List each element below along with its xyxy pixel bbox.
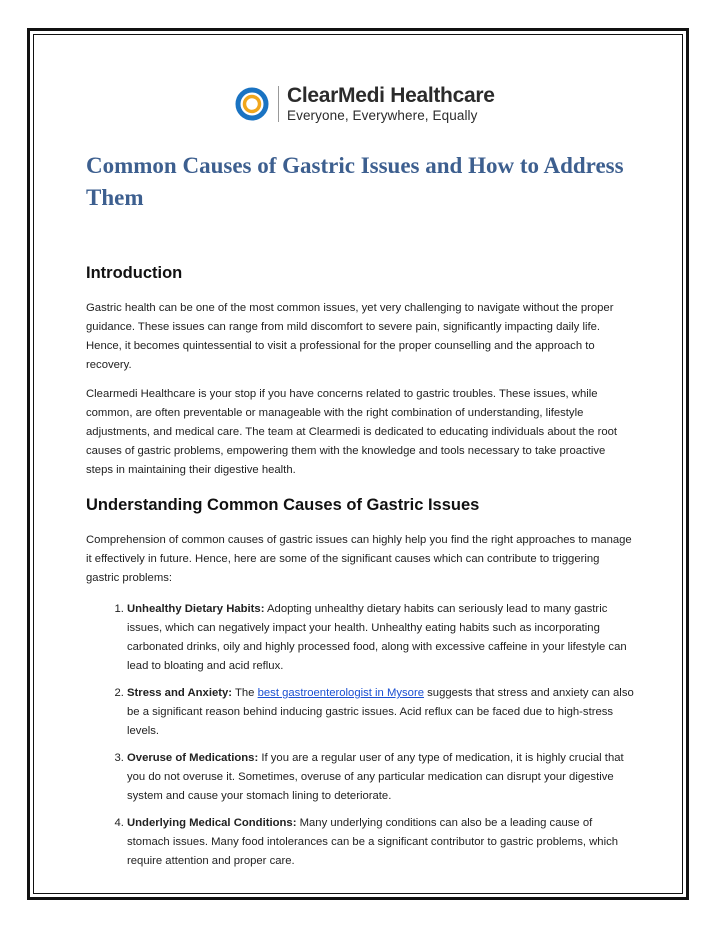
list-item-title: Stress and Anxiety:: [127, 687, 233, 699]
intro-paragraph-2: Clearmedi Healthcare is your stop if you have concerns related to gastric troubles. These issues, while common, are often preventable or manageable with the right combination of understanding, lifestyle adjustments, and medical care. The team at Clearmedi is dedicated to educating individuals about the root causes of gastric problems, empowering them with the knowledge and tools necessary to take proactive steps in maintaining their digestive health.: [86, 388, 618, 476]
list-item-text: Adopting unhealthy dietary habits can seriously lead to many gastric issues, which can negatively impact your health. Unhealthy eating habits such as incorporating carbonated drinks, oily and highly processed food, along with excessive caffeine in your lifestyle can lead to bloating and acid reflux.: [127, 603, 627, 672]
list-item-title: Unhealthy Dietary Habits:: [127, 603, 265, 615]
list-item-title: Overuse of Medications:: [127, 752, 259, 764]
list-item: [127, 600, 634, 676]
document-title: Common Causes of Gastric Issues and How to Address Them: [86, 153, 624, 210]
list-item-text-before: The: [232, 687, 258, 699]
logo-ring-icon: [235, 87, 269, 121]
list-item: [127, 814, 634, 871]
document-body: [86, 150, 634, 871]
intro-paragraph-1: Gastric health can be one of the most common issues, yet very challenging to navigate without the proper guidance. These issues can range from mild discomfort to severe pain, significantly impacting daily life. Hence, it becomes quintessential to visit a professional for the proper counselling and the approach to recovery.: [86, 302, 614, 371]
section-heading: Understanding Common Causes of Gastric Issues: [86, 496, 480, 514]
list-item: [127, 684, 634, 741]
list-item-title: Underlying Medical Conditions:: [127, 817, 297, 829]
gastroenterologist-link[interactable]: best gastroenterologist in Mysore: [257, 687, 425, 699]
list-item-text: suggests that stress and anxiety can also be a significant reason behind inducing gastric issues. Acid reflux can be faced due to high-stress levels.: [127, 687, 634, 737]
intro-heading: Introduction: [86, 264, 183, 282]
list-item-text: Many underlying conditions can also be a leading cause of stomach issues. Many food intolerances can be a significant contributor to gastric problems, which require attention and proper care.: [127, 817, 619, 867]
list-item-text: If you are a regular user of any type of medication, it is highly crucial that you do not overuse it. Sometimes, overuse of any particular medication can disrupt your digestive system and cause your stomach lining to deteriorate.: [127, 752, 624, 802]
list-item: [127, 749, 634, 806]
causes-list: [86, 600, 634, 871]
logo-divider: [278, 86, 279, 122]
logo-name: ClearMedi Healthcare: [287, 84, 495, 108]
clearmedi-logo: [235, 84, 495, 124]
section-intro-paragraph: Comprehension of common causes of gastric issues can highly help you find the right approaches to manage it effectively in future. Hence, here are some of the significant causes which can contribute to triggering gastric problems:: [86, 534, 632, 584]
logo-tagline: Everyone, Everywhere, Equally: [287, 108, 478, 124]
